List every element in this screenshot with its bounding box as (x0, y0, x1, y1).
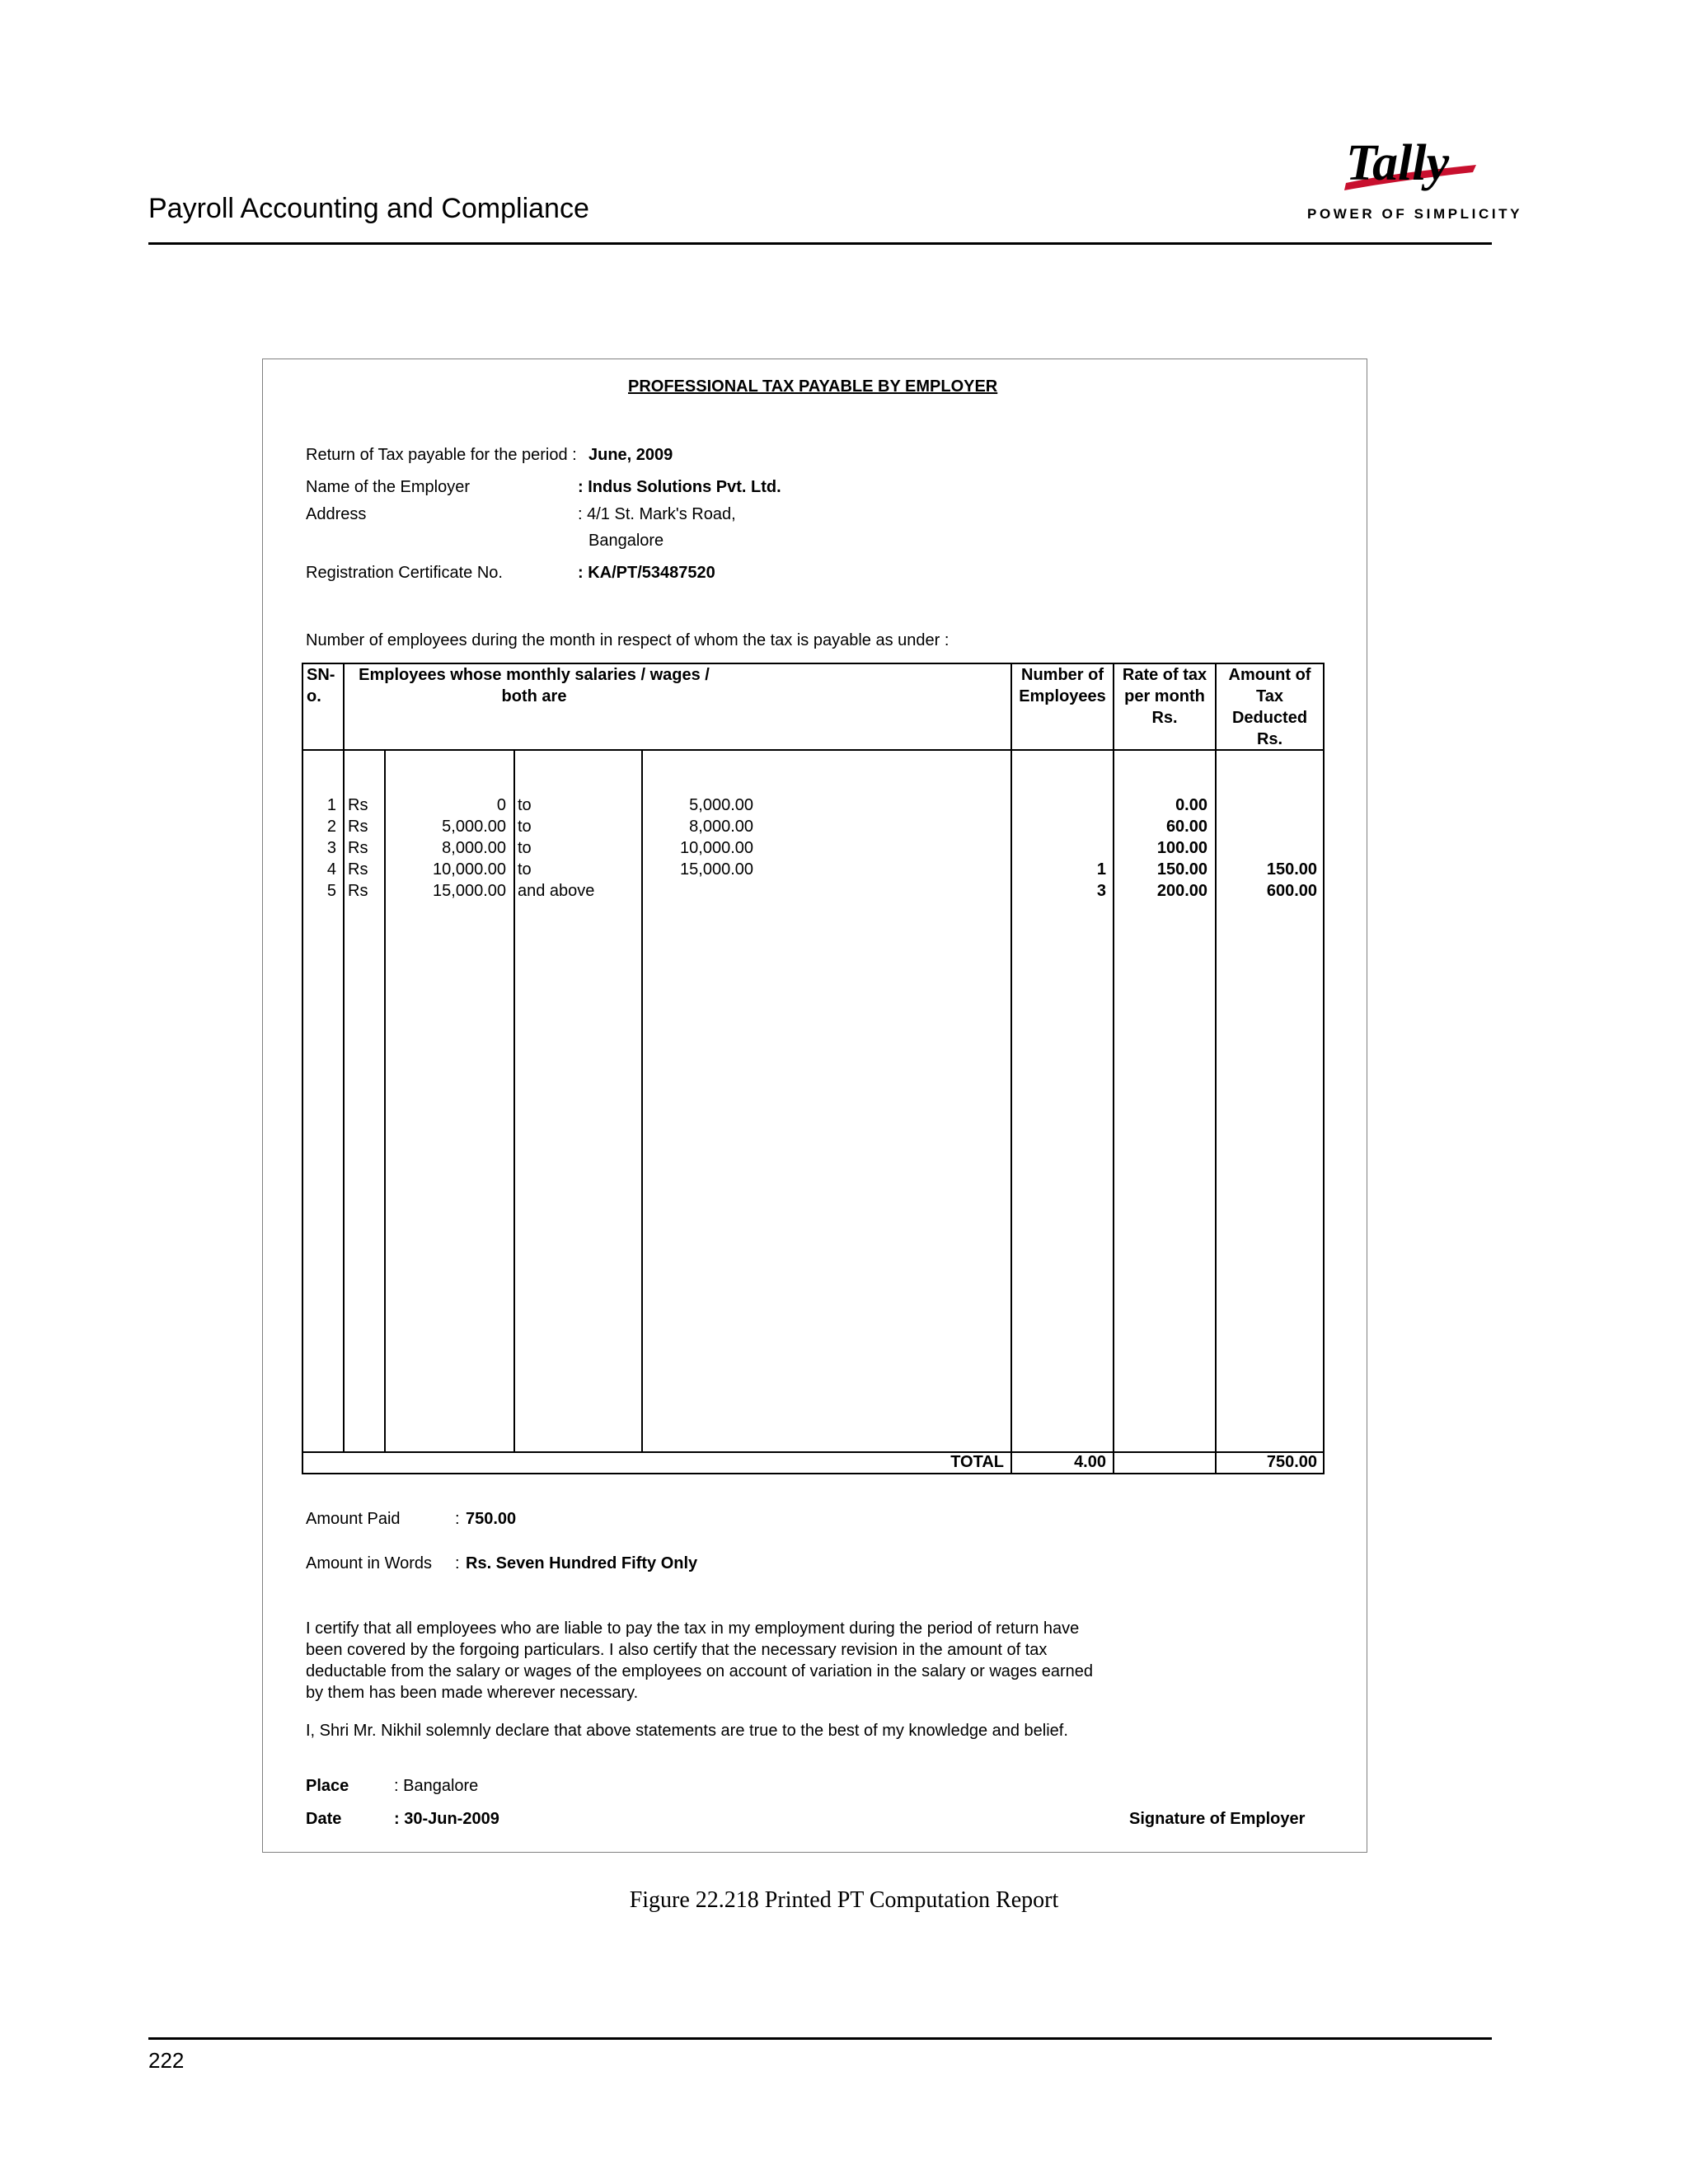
row-rate: 0.00 (1175, 796, 1207, 814)
footer-divider (148, 2037, 1492, 2040)
row-separator: to (518, 839, 532, 857)
amount-paid-label: Amount Paid (306, 1510, 401, 1528)
pt-slab-table (302, 663, 1325, 1474)
row-from: 10,000.00 (433, 860, 506, 879)
row-separator: to (518, 860, 532, 879)
header-divider (148, 242, 1492, 245)
employer-value: : Indus Solutions Pvt. Ltd. (578, 478, 781, 496)
amount-paid-value: 750.00 (466, 1510, 517, 1528)
header-sno (307, 664, 335, 707)
row-employees: 3 (1096, 882, 1106, 900)
address-line-2: Bangalore (588, 532, 664, 550)
logo-wordmark: Tally (1346, 135, 1450, 191)
header-amount-deducted (1217, 664, 1323, 750)
row-separator: to (518, 818, 532, 836)
period-label: Return of Tax payable for the period : (306, 446, 577, 464)
row-rate: 200.00 (1156, 882, 1207, 900)
amount-words-label: Amount in Words (306, 1554, 433, 1572)
col-line (513, 749, 515, 1451)
header-number-of-employees (1012, 664, 1113, 707)
registration-value: : KA/PT/53487520 (578, 564, 715, 582)
employees-intro: Number of employees during the month in respect of whom the tax is payable as under : (306, 631, 950, 649)
total-amount: 750.00 (1266, 1453, 1317, 1471)
row-sno: 2 (326, 818, 336, 836)
amount-words-value: Rs. Seven Hundred Fifty Only (466, 1554, 698, 1572)
row-employees: 1 (1096, 860, 1106, 879)
row-sno: 3 (326, 839, 336, 857)
header-employees-line: both are (501, 687, 567, 705)
total-label: TOTAL (950, 1453, 1004, 1471)
row-rate: 60.00 (1165, 818, 1207, 836)
row-currency: Rs (348, 882, 368, 900)
address-label: Address (306, 505, 367, 523)
header-amount-line: Tax (1256, 687, 1283, 705)
header-number-line: Number of (1021, 666, 1104, 684)
signature-label: Signature of Employer (1129, 1810, 1306, 1828)
place-label: Place (306, 1777, 349, 1795)
col-line (1215, 664, 1217, 1473)
row-currency: Rs (348, 860, 368, 879)
period-value: June, 2009 (588, 446, 673, 464)
tally-logo-graphic (1306, 132, 1500, 206)
header-rate-line: per month (1124, 687, 1205, 705)
row-currency: Rs (348, 818, 368, 836)
row-to: 5,000.00 (689, 796, 753, 814)
row-separator: to (518, 796, 532, 814)
row-rate: 100.00 (1156, 839, 1207, 857)
logo-tagline: POWER OF SIMPLICITY (1307, 206, 1523, 222)
row-currency: Rs (348, 796, 368, 814)
header-employees-range (345, 664, 724, 707)
header-rate-line: Rate of tax (1122, 666, 1207, 684)
header-rate-of-tax (1114, 664, 1215, 729)
report-title: PROFESSIONAL TAX PAYABLE BY EMPLOYER (628, 377, 998, 396)
declaration: I, Shri Mr. Nikhil solemnly declare that above statements are true to the best of my knowledge and belief. (306, 1722, 1068, 1740)
row-amount: 150.00 (1266, 860, 1317, 879)
row-currency: Rs (348, 839, 368, 857)
certification-paragraph (306, 1618, 1179, 1704)
page-number: 222 (148, 2048, 185, 2073)
colon-separator: : (455, 1554, 460, 1572)
row-sno: 4 (326, 860, 336, 879)
row-sno: 5 (326, 882, 336, 900)
certification-line: by them has been made wherever necessary. (306, 1684, 639, 1702)
registration-label: Registration Certificate No. (306, 564, 503, 582)
total-employees: 4.00 (1074, 1453, 1106, 1471)
page-header-title: Payroll Accounting and Compliance (148, 193, 589, 224)
header-sno-line: o. (307, 687, 321, 705)
colon-separator: : (455, 1510, 460, 1528)
row-separator: and above (518, 882, 595, 900)
certification-line: I certify that all employees who are liable to pay the tax in my employment during the period of return have (306, 1619, 1080, 1638)
header-divider-line (303, 749, 1323, 751)
header-rate-line: Rs. (1151, 709, 1178, 727)
row-from: 8,000.00 (442, 839, 506, 857)
row-to: 15,000.00 (680, 860, 753, 879)
certification-line: been covered by the forgoing particulars. I also certify that the necessary revision in the amount of tax (306, 1641, 1048, 1659)
figure-caption: Figure 22.218 Printed PT Computation Report (629, 1887, 1059, 1913)
row-from: 5,000.00 (442, 818, 506, 836)
date-value: : 30-Jun-2009 (394, 1810, 499, 1828)
header-number-line: Employees (1019, 687, 1106, 705)
header-employees-line: Employees whose monthly salaries / wages / (359, 666, 710, 684)
header-amount-line: Rs. (1256, 730, 1283, 748)
row-sno: 1 (326, 796, 336, 814)
certification-line: deductable from the salary or wages of the employees on account of variation in the salary or wages earned (306, 1662, 1093, 1680)
row-to: 8,000.00 (689, 818, 753, 836)
date-label: Date (306, 1810, 342, 1828)
place-value: : Bangalore (394, 1777, 479, 1795)
col-line (1113, 664, 1114, 1473)
col-line (343, 664, 345, 1451)
row-from: 15,000.00 (433, 882, 506, 900)
address-line-1: : 4/1 St. Mark's Road, (578, 505, 736, 523)
header-amount-line: Deducted (1231, 709, 1308, 727)
row-amount: 600.00 (1266, 882, 1317, 900)
col-line (1010, 664, 1012, 1473)
header-amount-line: Amount of (1228, 666, 1311, 684)
employer-label: Name of the Employer (306, 478, 470, 496)
row-to: 10,000.00 (680, 839, 753, 857)
header-sno-line: SN- (307, 666, 335, 684)
row-rate: 150.00 (1156, 860, 1207, 879)
row-from: 0 (496, 796, 506, 814)
